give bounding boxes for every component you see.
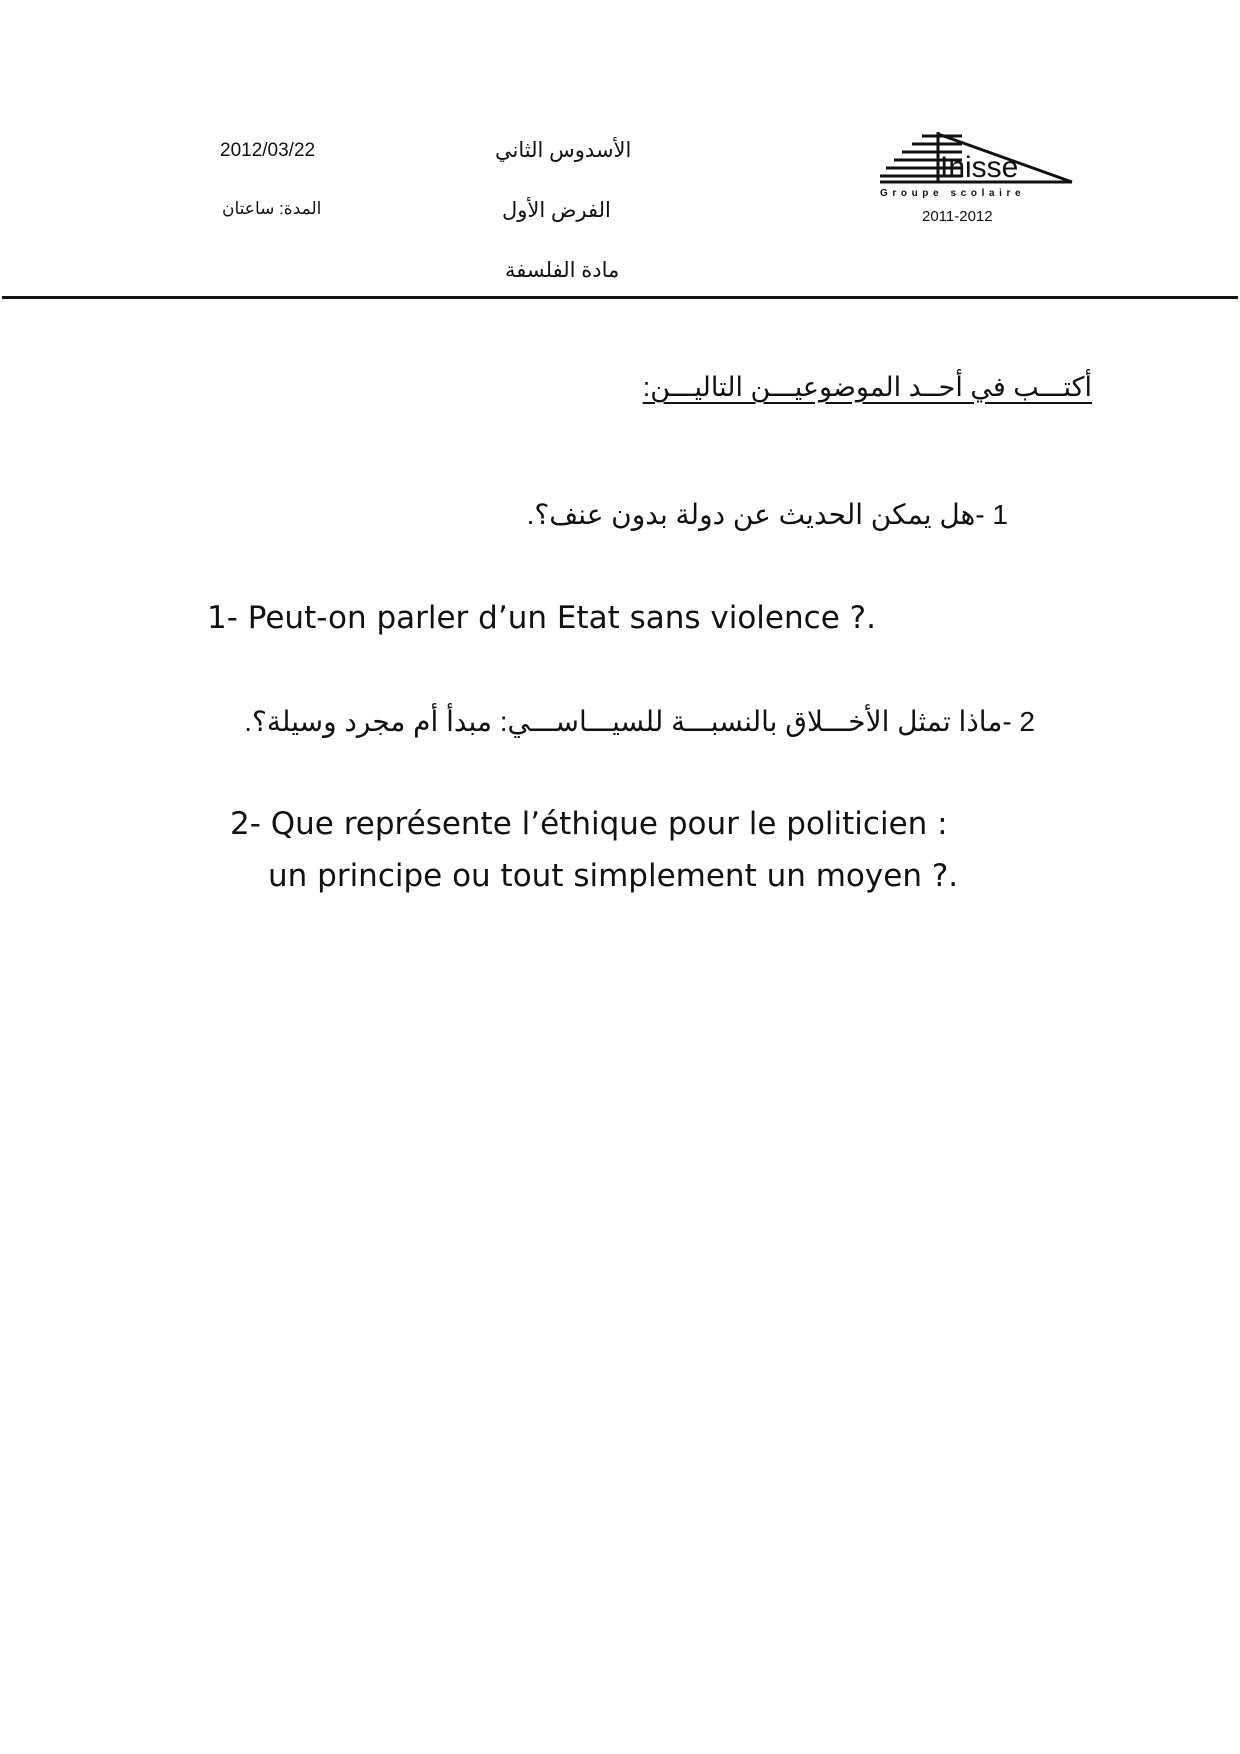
test-name: الفرض الأول [502, 199, 611, 222]
question-1-french: 1- Peut-on parler d’un Etat sans violence ?. [207, 600, 876, 636]
exam-date: 2012/03/22 [220, 140, 316, 161]
logo-subtitle: Groupe scolaire [880, 188, 1026, 199]
subject-name: مادة الفلسفة [505, 259, 620, 282]
school-year: 2011-2012 [922, 208, 993, 225]
instruction: أكتـــب في أحــد الموضوعيـــن التاليـــن: [642, 372, 1092, 402]
logo-wordmark: Inisse [940, 151, 1019, 184]
question-2-arabic: 2 -ماذا تمثل الأخـــلاق بالنسبـــة للسيـــاســـي: مبدأ أم مجرد وسيلة؟. [244, 706, 1035, 737]
question-2-french-line-2: un principe ou tout simplement un moyen ?. [268, 858, 959, 894]
question-1-arabic: 1 -هل يمكن الحديث عن دولة بدون عنف؟. [526, 499, 1008, 530]
exam-duration: المدة: ساعتان [222, 199, 322, 218]
header-divider [2, 296, 1238, 299]
semester-label: الأسدوس الثاني [495, 139, 632, 162]
school-logo [876, 130, 1076, 202]
question-2-french-line-1: 2- Que représente l’éthique pour le politicien : [230, 806, 948, 842]
